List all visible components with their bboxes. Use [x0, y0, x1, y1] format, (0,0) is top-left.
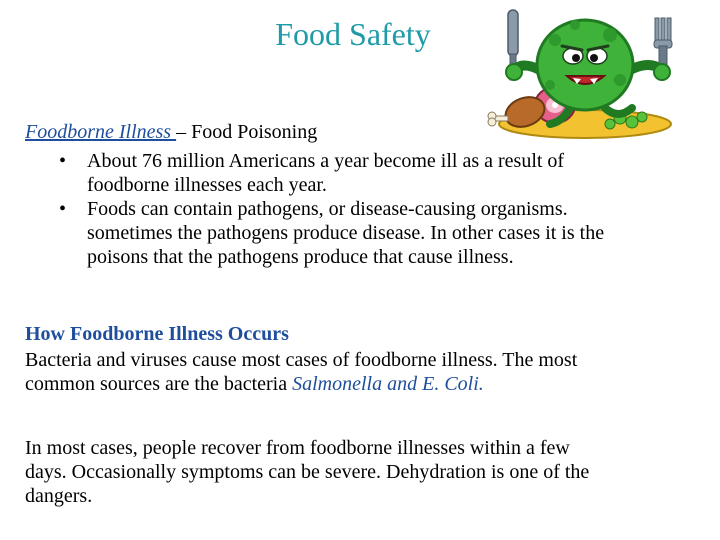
- slide-title: Food Safety: [275, 16, 431, 52]
- section-heading: How Foodborne Illness Occurs: [25, 323, 289, 345]
- paragraph-sources: [25, 348, 577, 396]
- subtitle-line: [25, 120, 317, 144]
- subtitle-term: Foodborne Illness: [25, 121, 177, 143]
- bullet-list: [55, 149, 604, 269]
- bacteria-names: Salmonella and E. Coli.: [292, 373, 484, 395]
- bullet-text: About 76 million Americans a year become ill as a result of foodborne illnesses each year.: [87, 150, 565, 196]
- germ-monster-with-fork-and-knife-icon: [470, 0, 720, 140]
- bullet-dot: •: [59, 150, 67, 172]
- subtitle-rest: – Food Poisoning: [176, 121, 318, 143]
- paragraph-sources-text: Bacteria and viruses cause most cases of foodborne illness. The most common sources are the bacteria: [25, 349, 578, 395]
- paragraph-recovery: In most cases, people recover from foodborne illnesses within a few days. Occasionally symptoms can be severe. Dehydration is one of the dangers.: [25, 437, 590, 507]
- bullet-item: [55, 149, 604, 197]
- bullet-text: Foods can contain pathogens, or disease-causing organisms. sometimes the pathogens produce disease. In other cases it is the poisons that the pathogens produce that cause illness.: [87, 198, 605, 268]
- bullet-dot: •: [59, 198, 67, 220]
- bullet-item: [55, 197, 604, 269]
